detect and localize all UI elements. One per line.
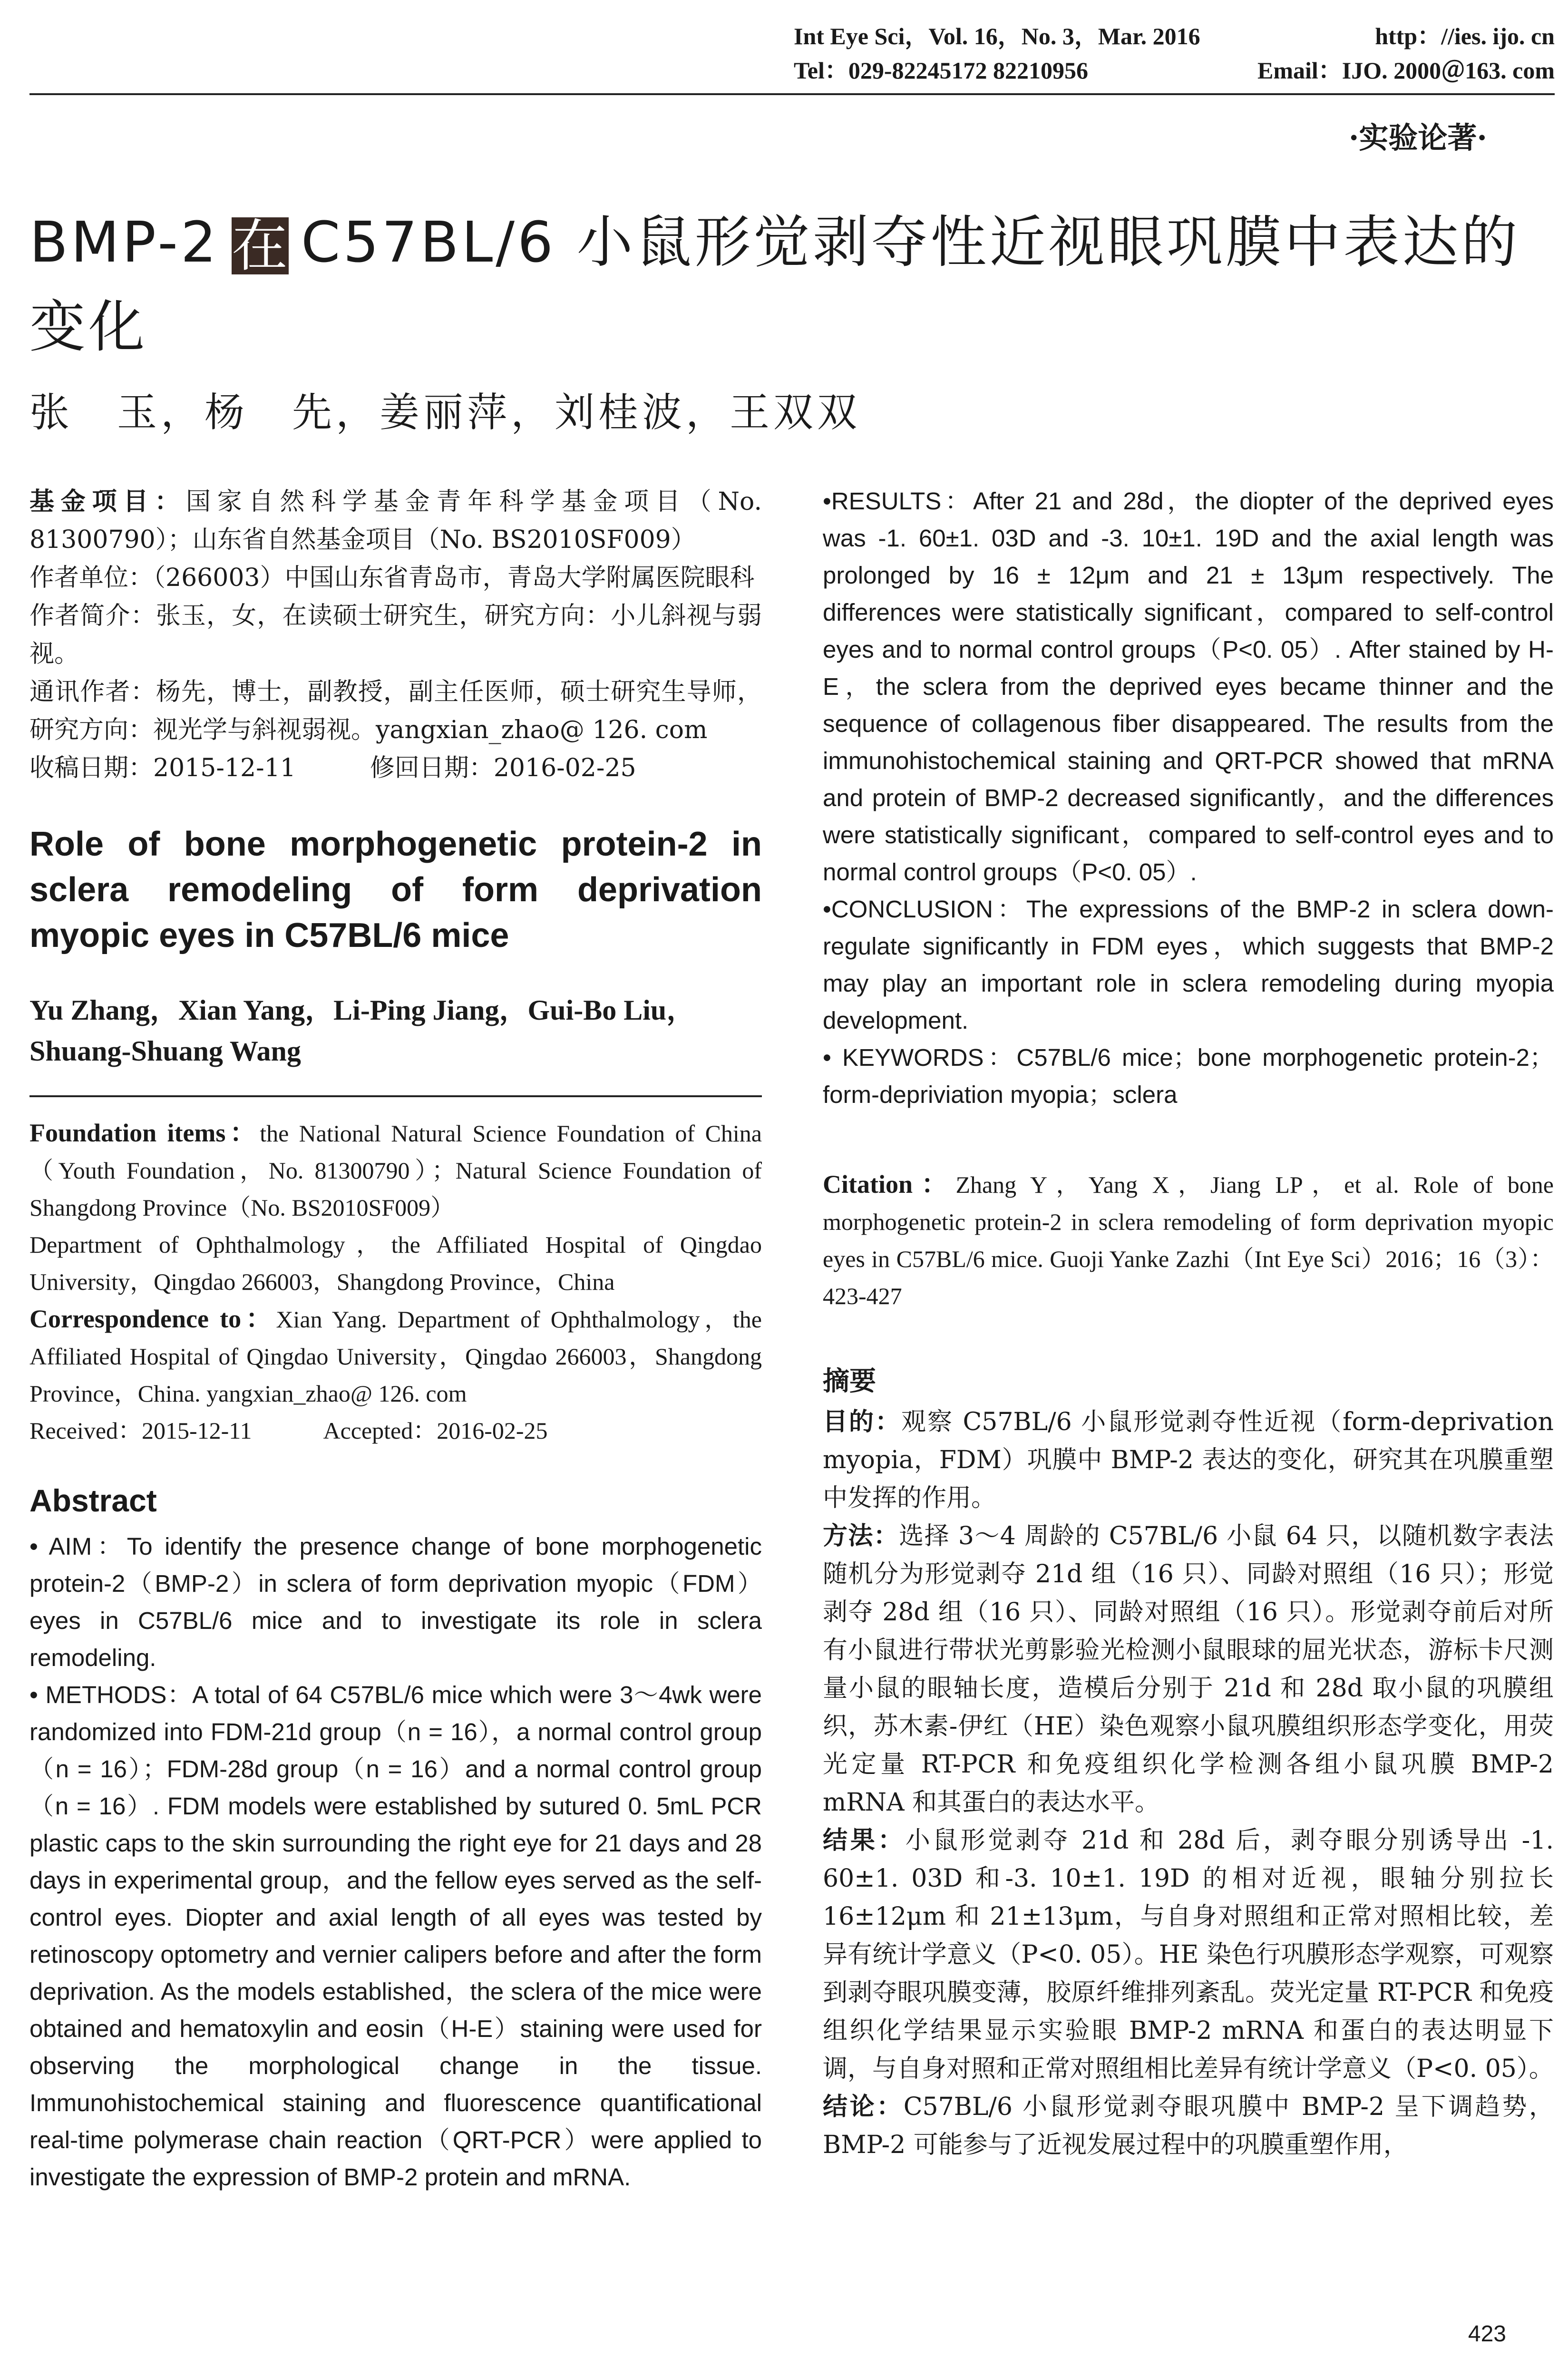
zh-conclusion-text: C57BL/6 小鼠形觉剥夺眼巩膜中 BMP-2 呈下调趋势，BMP-2 可能参与了近视发展过程中的巩膜重塑作用， — [823, 2093, 1554, 2159]
right-column — [823, 483, 1554, 2164]
zh-aim — [823, 1403, 1554, 1517]
title-cn-block-char: 在 — [231, 213, 291, 279]
citation-label: Citation： — [823, 1170, 956, 1198]
zh-methods — [823, 1517, 1554, 1822]
correspondence-text: Xian Yang. Department of Ophthalmology，the Affiliated Hospital of Qingdao University，Qingdao 266003，Shangdong Province，China. yangxian_zhao@ 126. com — [29, 1306, 762, 1407]
zh-methods-text: 选择 3～4 周龄的 C57BL/6 小鼠 64 只，以随机数字表法随机分为形觉剥夺 21d 组（16 只）、同龄对照组（16 只）；形觉剥夺 28d 组（16 只）、同龄对照组（16 只）。形觉剥夺前后对所有小鼠进行带状光剪影验光检测小鼠眼球的屈光状态，游标卡尺测量小鼠的眼轴长度，造模后分别于 21d 和 28d 取小鼠的巩膜组织，苏木素-伊红（HE）染色观察小鼠巩膜组织形态学变化，用荧光定量 RT-PCR 和免疫组织化学检测各组小鼠巩膜 BMP-2 mRNA 和其蛋白的表达水平。 — [823, 1522, 1554, 1817]
authors-cn: 张 玉，杨 先，姜丽萍，刘桂波，王双双 — [29, 389, 861, 436]
journal-website[interactable]: http：//ies. ijo. cn — [1375, 23, 1555, 49]
department-en: Department of Ophthalmology，the Affiliated Hospital of Qingdao University，Qingdao 266003，Shangdong Province，China — [29, 1231, 762, 1295]
zh-results-text: 小鼠形觉剥夺 21d 和 28d 后，剥夺眼分别诱导出 -1. 60±1. 03D 和-3. 10±1. 19D 的相对近视，眼轴分别拉长 16±12μm 和 21±13μm，与自身对照组和正常对照相比较，差异有统计学意义（P<0. 05）。HE 染色行巩膜形态学观察，可观察到剥夺眼巩膜变薄，胶原纤维排列紊乱。荧光定量 RT-PCR 和免疫组织化学结果显示实验眼 BMP-2 mRNA 和蛋白的表达明显下调，与自身对照和正常对照组相比差异有统计学意义（P<0. 05）。 — [823, 1826, 1554, 2083]
corr-cn: 通讯作者：杨先，博士，副教授，副主任医师，硕士研究生导师，研究方向：视光学与斜视弱视。yangxian_zhao@ 126. com — [29, 678, 762, 744]
running-head — [794, 19, 1555, 88]
fund-cn — [29, 483, 762, 559]
bio-cn: 作者简介：张玉，女，在读硕士研究生，研究方向：小儿斜视与弱视。 — [29, 602, 762, 668]
fund-cn-label: 基金项目： — [29, 487, 186, 516]
title-cn-part2: C57BL/6 小鼠形觉剥夺性近视眼巩膜中表达的变化 — [29, 209, 1520, 360]
zh-conclusion-label: 结论： — [823, 2093, 904, 2121]
title-en: Role of bone morphogenetic protein-2 in sclera remodeling of form deprivation myopic eyes in C57BL/6 mice — [29, 825, 762, 955]
abstract-methods: • METHODS：A total of 64 C57BL/6 mice which were 3～4wk were randomized into FDM-21d group（n = 16），a normal control group（n = 16）；FDM-28d group（n = 16）and a normal control group（n = 16）. FDM models were established by sutured 0. 5mL PCR plastic caps to the skin surrounding the right eye for 21 days and 28 days in experimental group，and the fellow eyes served as the self-control eyes. Diopter and axial length of all eyes was tested by retinoscopy optometry and vernier calipers before and after the form deprivation. As the models established，the sclera of the mice were obtained and hematoxylin and eosin（H-E）staining were used for observing the morphological change in the tissue. Immunohistochemical staining and fluorescence quantificational real-time polymerase chain reaction（QRT-PCR）were applied to investigate the expression of BMP-2 protein and mRNA. — [29, 1681, 762, 2191]
section-tag: ·实验论著· — [1348, 120, 1487, 155]
authors-en: Yu Zhang，Xian Yang，Li-Ping Jiang，Gui-Bo Liu，Shuang-Shuang Wang — [29, 994, 695, 1067]
abstract-heading: Abstract — [29, 1483, 157, 1518]
journal-tel: Tel：029-82245172 82210956 — [794, 57, 1088, 84]
abstract-aim: • AIM：To identify the presence change of bone morphogenetic protein-2（BMP-2）in sclera of form deprivation myopic（FDM）eyes in C57BL/6 mice and to investigate its role in sclera remodeling. — [29, 1533, 762, 1671]
abstract-keywords: • KEYWORDS：C57BL/6 mice；bone morphogenetic protein-2；form-depriviation myopia；sclera — [823, 1044, 1554, 1108]
zh-aim-text: 观察 C57BL/6 小鼠形觉剥夺性近视（form-deprivation myopia，FDM）巩膜中 BMP-2 表达的变化，研究其在巩膜重塑中发挥的作用。 — [823, 1408, 1554, 1512]
abstract-results: •RESULTS：After 21 and 28d，the diopter of the deprived eyes was -1. 60±1. 03D and -3. 10±1. 19D and the axial length was prolonged by 16 ± 12μm and 21 ± 13μm respectively. The differences were statistically significant，compared to self-control eyes and to normal control groups（P<0. 05）. After stained by H-E，the sclera from the deprived eyes became thinner and the sequence of collagenous fiber disappeared. The results from the immunohistochemical staining and QRT-PCR showed that mRNA and protein of BMP-2 decreased significantly，and the differences were statistically significant，compared to self-control eyes and to normal control groups（P<0. 05）. — [823, 487, 1554, 886]
foundation-text: the National Natural Science Foundation of China（Youth Foundation，No. 81300790）；Natural Science Foundation of Shangdong Province（No. BS2010SF009） — [29, 1120, 762, 1221]
fund-cn-text: 国家自然科学基金青年科学基金项目（No. 81300790）；山东省自然基金项目（No. BS2010SF009） — [29, 487, 762, 554]
left-column — [29, 483, 762, 2196]
citation-text: Zhang Y，Yang X，Jiang LP，et al. Role of bone morphogenetic protein-2 in sclera remodeling of form deprivation myopic eyes in C57BL/6 mice. Guoji Yanke Zazhi（Int Eye Sci）2016；16（3）：423-427 — [823, 1171, 1554, 1309]
header-rule — [29, 93, 1555, 95]
zh-results — [823, 1822, 1554, 2088]
journal-info: Int Eye Sci，Vol. 16，No. 3，Mar. 2016 — [794, 23, 1200, 49]
zh-conclusion — [823, 2088, 1554, 2164]
journal-email[interactable]: Email：IJO. 2000＠163. com — [1257, 57, 1555, 84]
correspondence-label: Correspondence to： — [29, 1305, 276, 1333]
title-cn-part1: BMP-2 — [29, 209, 219, 275]
title-cn — [29, 200, 1551, 369]
unit-cn: 作者单位：（266003）中国山东省青岛市，青岛大学附属医院眼科 — [29, 564, 755, 592]
foundation-label: Foundation items： — [29, 1119, 260, 1147]
column-rule — [29, 1095, 762, 1097]
zh-abstract-heading: 摘要 — [823, 1366, 876, 1397]
abstract-conclusion: •CONCLUSION：The expressions of the BMP-2 in sclera down-regulate significantly in FDM eyes，which suggests that BMP-2 may play an important role in sclera remodeling during myopia development. — [823, 896, 1554, 1034]
page-number: 423 — [1468, 2321, 1506, 2347]
zh-results-label: 结果： — [823, 1826, 906, 1855]
zh-methods-label: 方法： — [823, 1522, 899, 1550]
zh-aim-label: 目的： — [823, 1408, 901, 1436]
received-accepted: Received：2015-12-11 Accepted：2016-02-25 — [29, 1417, 548, 1444]
citation — [823, 1166, 1554, 1315]
foundation-en — [29, 1114, 762, 1226]
dates-cn: 收稿日期：2015-12-11 修回日期：2016-02-25 — [29, 754, 636, 782]
correspondence-en — [29, 1300, 762, 1412]
